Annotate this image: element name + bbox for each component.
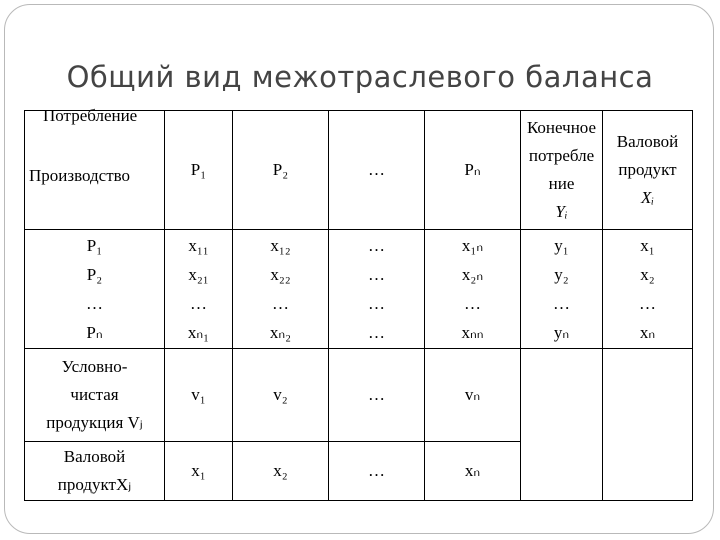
row-label-4: Pₙ xyxy=(86,323,103,342)
gross-row-label-line-2: продуктXⱼ xyxy=(57,475,132,494)
matrix-cell: … xyxy=(272,294,289,313)
balance-table xyxy=(24,106,693,501)
matrix-col-4 xyxy=(425,230,521,349)
final-header-line-1: Конечное xyxy=(526,118,597,137)
net-product-row xyxy=(25,349,693,442)
net-value-1: v₁ xyxy=(165,349,233,442)
gross-row-value-3: … xyxy=(329,442,425,501)
matrix-cell: … xyxy=(464,294,481,313)
corner-consumption-label: Потребление xyxy=(43,106,138,125)
matrix-block-row xyxy=(25,230,693,349)
net-product-label xyxy=(25,349,165,442)
final-header-line-3: ние xyxy=(548,174,575,193)
row-label-3: … xyxy=(86,294,103,313)
gross-value: x₂ xyxy=(640,265,655,284)
gross-row-value-2: x₂ xyxy=(233,442,329,501)
matrix-cell: x₁₂ xyxy=(270,236,291,255)
final-consumption-header xyxy=(521,111,603,230)
net-value-2: v₂ xyxy=(233,349,329,442)
matrix-col-2 xyxy=(233,230,329,349)
final-value: yₙ xyxy=(553,323,570,342)
row-label-1: P₁ xyxy=(86,236,103,255)
matrix-cell: xₙₙ xyxy=(461,323,484,342)
final-header-line-4: Yᵢ xyxy=(555,202,568,221)
gross-values-cell xyxy=(603,230,693,349)
matrix-cell: x₁₁ xyxy=(188,236,209,255)
gross-output-header xyxy=(603,111,693,230)
final-header-line-2: потребле xyxy=(528,146,595,165)
corner-cell xyxy=(25,106,165,230)
matrix-col-3 xyxy=(329,230,425,349)
matrix-cell: x₁ₙ xyxy=(461,236,484,255)
col-header-1: P₁ xyxy=(165,111,233,230)
matrix-cell: x₂ₙ xyxy=(461,265,484,284)
final-value: y₁ xyxy=(554,236,569,255)
row-label-2: P₂ xyxy=(86,265,103,284)
gross-value: x₁ xyxy=(640,236,655,255)
col-header-4: Pₙ xyxy=(425,111,521,230)
header-row xyxy=(25,111,693,230)
net-label-line-3: продукция Vⱼ xyxy=(46,413,143,432)
matrix-cell: … xyxy=(368,236,385,255)
gross-header-line-1: Валовой xyxy=(616,132,679,151)
net-value-3: … xyxy=(329,349,425,442)
matrix-cell: xₙ₁ xyxy=(187,323,210,342)
gross-row-value-1: x₁ xyxy=(165,442,233,501)
gross-header-line-2: продукт xyxy=(618,160,677,179)
corner-production-label: Производство xyxy=(29,166,131,185)
matrix-cell: x₂₂ xyxy=(270,265,291,284)
slide-title: Общий вид межотраслевого баланса xyxy=(66,60,654,94)
gross-row-value-4: xₙ xyxy=(425,442,521,501)
row-labels-cell xyxy=(25,230,165,349)
net-empty-cell-2 xyxy=(603,349,693,501)
gross-row-label xyxy=(25,442,165,501)
net-label-line-2: чистая xyxy=(70,385,119,404)
gross-header-line-3: Xᵢ xyxy=(640,188,655,207)
col-header-2: P₂ xyxy=(233,111,329,230)
matrix-cell: … xyxy=(368,294,385,313)
final-value: y₂ xyxy=(554,265,569,284)
net-value-4: vₙ xyxy=(425,349,521,442)
net-label-line-1: Условно- xyxy=(61,357,128,376)
final-values-cell xyxy=(521,230,603,349)
final-value: … xyxy=(553,294,570,313)
matrix-cell: xₙ₂ xyxy=(269,323,292,342)
matrix-cell: … xyxy=(368,323,385,342)
matrix-cell: … xyxy=(190,294,207,313)
gross-value: … xyxy=(639,294,656,313)
gross-value: xₙ xyxy=(639,323,656,342)
matrix-col-1 xyxy=(165,230,233,349)
col-header-3: … xyxy=(329,111,425,230)
matrix-cell: … xyxy=(368,265,385,284)
gross-row-label-line-1: Валовой xyxy=(63,447,126,466)
matrix-cell: x₂₁ xyxy=(188,265,209,284)
net-empty-cell xyxy=(521,349,603,501)
